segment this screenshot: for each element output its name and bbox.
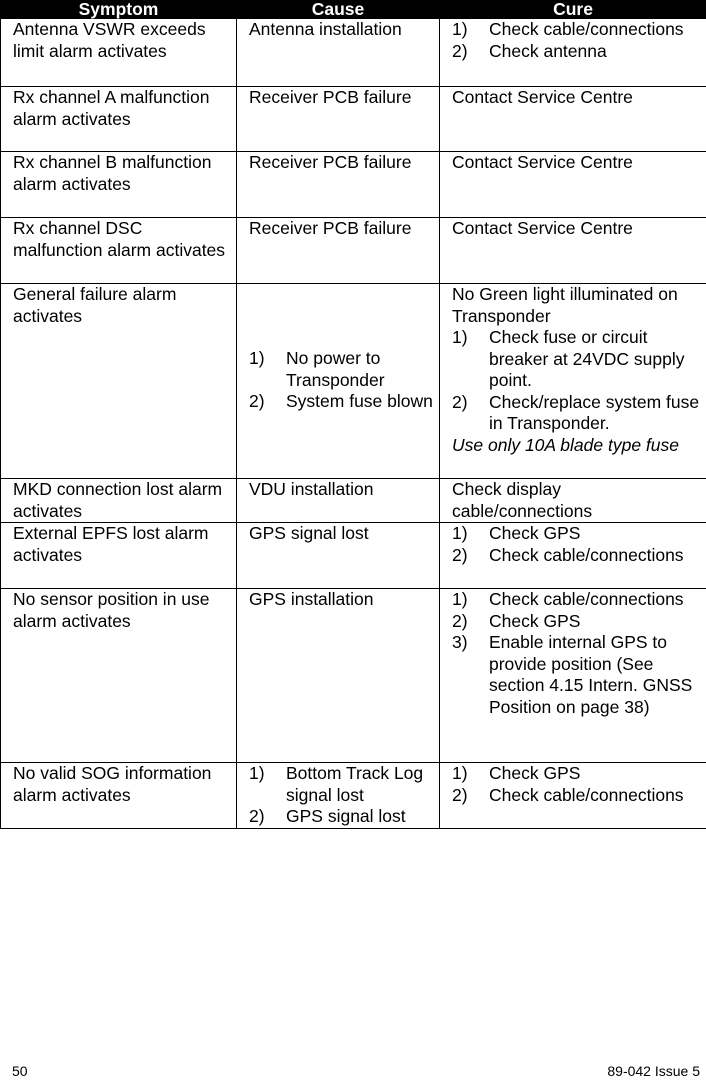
item-number: 3) <box>452 632 468 652</box>
cure-item <box>452 785 700 807</box>
header-symptom: Symptom <box>1 0 237 19</box>
table-row <box>1 87 706 152</box>
item-text: Check cable/connections <box>489 589 684 609</box>
item-number: 1) <box>249 763 265 783</box>
item-text: Check antenna <box>489 40 607 61</box>
cure-item <box>452 763 700 785</box>
cure-item <box>452 392 700 435</box>
item-number: 1) <box>249 348 265 368</box>
cause-item <box>249 348 433 391</box>
table-header-row <box>1 0 706 19</box>
cause-cell: Receiver PCB failure <box>237 87 440 152</box>
item-number: 2) <box>452 784 468 805</box>
item-number: 2) <box>452 391 468 412</box>
cure-cell <box>440 284 706 479</box>
cause-cell: Receiver PCB failure <box>237 218 440 284</box>
item-text: Check cable/connections <box>489 544 684 565</box>
cause-item <box>249 391 433 413</box>
cause-cell: VDU installation <box>237 479 440 523</box>
document-id: 89-042 Issue 5 <box>607 1063 700 1079</box>
item-number: 2) <box>452 544 468 565</box>
cause-cell <box>237 284 440 479</box>
item-number: 2) <box>452 610 468 631</box>
cure-item <box>452 41 700 63</box>
item-number: 2) <box>452 40 468 61</box>
item-text: Check GPS <box>489 763 581 783</box>
cause-item <box>249 763 433 806</box>
cure-intro: No Green light illuminated on Transponder <box>452 284 678 326</box>
item-text: Check/replace system fuse in Transponder. <box>489 391 700 433</box>
item-text: GPS signal lost <box>286 806 406 826</box>
item-text: No power to Transponder <box>286 348 385 390</box>
cause-cell: Receiver PCB failure <box>237 152 440 218</box>
item-text: Bottom Track Log signal lost <box>286 763 424 805</box>
cure-item <box>452 523 700 545</box>
cure-note: Use only 10A blade type fuse <box>452 434 679 455</box>
cure-item <box>452 589 700 611</box>
symptom-cell: No valid SOG information alarm activates <box>1 763 237 829</box>
symptom-cell: No sensor position in use alarm activates <box>1 589 237 763</box>
cure-item <box>452 327 700 392</box>
item-text: System fuse blown <box>286 391 433 411</box>
symptom-cell: Antenna VSWR exceeds limit alarm activates <box>1 19 237 87</box>
cure-item <box>452 632 700 718</box>
table-row <box>1 589 706 763</box>
item-number: 2) <box>249 806 265 826</box>
cure-cell: Contact Service Centre <box>440 87 706 152</box>
item-text: Check GPS <box>489 610 581 631</box>
item-text: Check cable/connections <box>489 784 684 805</box>
cause-cell: GPS installation <box>237 589 440 763</box>
symptom-cell: Rx channel A malfunction alarm activates <box>1 87 237 152</box>
item-number: 1) <box>452 19 468 39</box>
table-row <box>1 19 706 87</box>
table-row <box>1 523 706 589</box>
item-text: Check GPS <box>489 523 581 543</box>
item-number: 1) <box>452 763 468 783</box>
symptom-cell: General failure alarm activates <box>1 284 237 479</box>
cause-cell: GPS signal lost <box>237 523 440 589</box>
cause-cell: Antenna installation <box>237 19 440 87</box>
table-row <box>1 479 706 523</box>
symptom-cell: External EPFS lost alarm activates <box>1 523 237 589</box>
cause-item <box>249 806 433 828</box>
cure-cell <box>440 19 706 87</box>
table-row <box>1 218 706 284</box>
cure-item <box>452 611 700 633</box>
header-cure: Cure <box>440 0 706 19</box>
item-text: Enable internal GPS to provide position (See section 4.15 Intern. GNSS Position on page 38) <box>489 632 693 717</box>
symptom-cell: MKD connection lost alarm activates <box>1 479 237 523</box>
item-number: 2) <box>249 391 265 411</box>
cure-item <box>452 545 700 567</box>
cause-cell <box>237 763 440 829</box>
cure-cell: Check display cable/connections <box>440 479 706 523</box>
table-row <box>1 284 706 479</box>
item-number: 1) <box>452 327 468 347</box>
cause-spacer <box>249 284 433 348</box>
table-row <box>1 763 706 829</box>
cure-cell <box>440 589 706 763</box>
item-text: Check cable/connections <box>489 19 684 39</box>
cure-cell <box>440 763 706 829</box>
page-number: 50 <box>12 1063 28 1079</box>
symptom-cell: Rx channel B malfunction alarm activates <box>1 152 237 218</box>
table-row <box>1 152 706 218</box>
item-text: Check fuse or circuit breaker at 24VDC supply point. <box>489 327 685 390</box>
item-number: 1) <box>452 589 468 609</box>
symptom-cell: Rx channel DSC malfunction alarm activates <box>1 218 237 284</box>
item-number: 1) <box>452 523 468 543</box>
cure-cell: Contact Service Centre <box>440 218 706 284</box>
cure-cell: Contact Service Centre <box>440 152 706 218</box>
cure-cell <box>440 523 706 589</box>
cure-item <box>452 19 700 41</box>
header-cause: Cause <box>237 0 440 19</box>
